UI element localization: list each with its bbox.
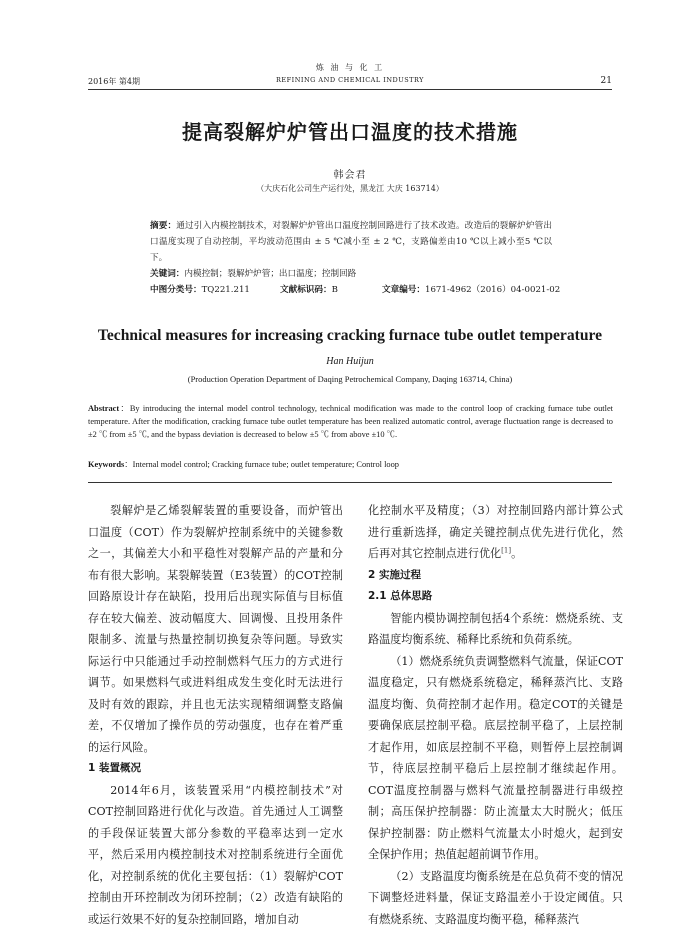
paper-title-en: Technical measures for increasing cracking furnace tube outlet temperature — [97, 327, 603, 344]
section-1-paragraph: 2014年6月，该装置采用“内模控制技术”对COT控制回路进行优化与改造。首先通过人工调整的手段保证装置大部分参数的平稳率达到一定水平，然后采用内模控制技术对控制系统进行全面优化，对控制系统的优化主要包括：（1）裂解炉COT控制由开环控制改为闭环控制；（2）改造有缺陷的或运行效果不好的复杂控制回路，增加自动 — [88, 783, 343, 926]
section-1-heading: 1 装置概况 — [88, 762, 141, 774]
section-2-1-paragraph-1: 智能内模协调控制包括4个系统：燃烧系统、支路温度均衡系统、稀释比系统和负荷系统。 — [368, 611, 623, 646]
paper-title-cn: 提高裂解炉炉管出口温度的技术措施 — [182, 120, 518, 144]
affiliation-en: (Production Operation Department of Daqing Petrochemical Company, Daqing 163714, China) — [187, 374, 513, 384]
keywords-cn-label: 关键词： — [150, 269, 185, 279]
journal-name-cn: 炼 油 与 化 工 — [315, 63, 385, 72]
abstract-cn — [150, 218, 552, 282]
article-value: 1671-4962（2016）04-0021-02 — [424, 285, 561, 295]
abstract-en — [88, 402, 613, 441]
section-2-1-paragraph-2: （1）燃烧系统负责调整燃料气流量，保证COT温度稳定，只有燃烧系统稳定，稀释蒸汽比、支路温度均衡、负荷控制才起作用。稳定COT的关键是要确保底层控制平稳。底层控制平稳了，上层控制才起作用，如底层控制不平稳，则暂停上层控制调节，待底层控制平稳后上层控制才继续起作用。COT温度控制器与燃料气流量控制器进行串级控制；高压保护控制器：防止流量太大时脱火；低压保护控制器：防止燃料气流量太小时熄火，起到安全保护作用；热值起超前调节作用。 — [368, 654, 623, 861]
section-1-cont-end: 。 — [511, 547, 523, 560]
body-column-left — [88, 500, 343, 930]
author-cn: 韩会君 — [333, 170, 367, 181]
abstract-en-label: Abstract — [88, 404, 120, 413]
affiliation-cn: （大庆石化公司生产运行处，黑龙江 大庆 163714） — [256, 184, 444, 193]
clc-label: 中图分类号： — [150, 285, 202, 295]
section-1-cont-text: 化控制水平及精度；（3）对控制回路内部计算公式进行重新选择，确定关键控制点优先进行优化，然后再对其它控制点进行优化 — [368, 504, 623, 560]
doc-code — [280, 283, 338, 295]
page-number: 21 — [600, 76, 612, 86]
section-1-paragraph-cont — [368, 500, 623, 565]
citation-1[interactable]: [1] — [501, 546, 512, 555]
doc-label: 文献标识码： — [280, 285, 332, 295]
journal-name-en: REFINING AND CHEMICAL INDUSTRY — [276, 76, 424, 84]
body-divider — [88, 482, 612, 483]
keywords-en-text: ：Internal model control; Cracking furnace tube; outlet temperature; Control loop — [124, 460, 399, 469]
keywords-en — [88, 458, 613, 470]
author-en: Han Huijun — [326, 356, 374, 367]
clc-value: TQ221.211 — [201, 285, 250, 295]
clc-number — [150, 283, 250, 295]
header-divider — [88, 89, 612, 90]
section-2-1-heading: 2.1 总体思路 — [368, 590, 433, 602]
section-2-1-paragraph-3: （2）支路温度均衡系统是在总负荷不变的情况下调整烃进料量，保证支路温差小于设定阈值。只有燃烧系统、支路温度均衡平稳，稀释蒸汽 — [368, 869, 623, 926]
keywords-cn-text: 内模控制；裂解炉炉管；出口温度；控制回路 — [184, 269, 357, 279]
abstract-cn-label: 摘要： — [150, 221, 177, 231]
keywords-en-label: Keywords — [88, 460, 125, 469]
journal-header — [230, 62, 470, 86]
issue-label: 2016年 第4期 — [88, 77, 140, 86]
abstract-cn-text: 通过引入内模控制技术，对裂解炉炉管出口温度控制回路进行了技术改造。改造后的裂解炉炉管出口温度实现了自动控制，平均波动范围由 ± 5 ℃减小至 ± 2 ℃，支路偏差由10 ℃以上减小至5 ℃以下。 — [150, 221, 552, 263]
article-number — [382, 283, 560, 295]
intro-paragraph: 裂解炉是乙烯裂解装置的重要设备，而炉管出口温度（COT）作为裂解炉控制系统中的关键参数之一，其偏差大小和平稳性对裂解产品的产量和分布有很大影响。某裂解装置（E3装置）的COT控制回路原设计存在缺陷，投用后出现实际值与目标值存在较大偏差、波动幅度大、回调慢、且投用条件限制多、流量与热量控制切换复杂等问题。导致实际运行中只能通过手动控制燃料气压力的方式进行调节。如果燃料气或进料组成发生变化时无法进行及时有效的跟踪，并且也无法实现精细调整支路偏差，不仅增加了操作员的劳动强度，也存在着严重的运行风险。 — [88, 504, 343, 754]
doc-value: B — [331, 285, 338, 295]
article-label: 文章编号： — [382, 285, 425, 295]
abstract-en-text: ：By introducing the internal model control technology, technical modification was made to the control loop of cracking furnace tube outlet temperature. After the modification, cracking furnace tube outlet temperature has been realized automatic control, average fluctuation range is decreased to ±2 ℃ from ±5 ℃, and the bypass deviation is decreased to below ±5 ℃ from above ±10 ℃. — [88, 404, 613, 439]
section-2-heading: 2 实施过程 — [368, 568, 421, 581]
body-column-right — [368, 500, 623, 930]
